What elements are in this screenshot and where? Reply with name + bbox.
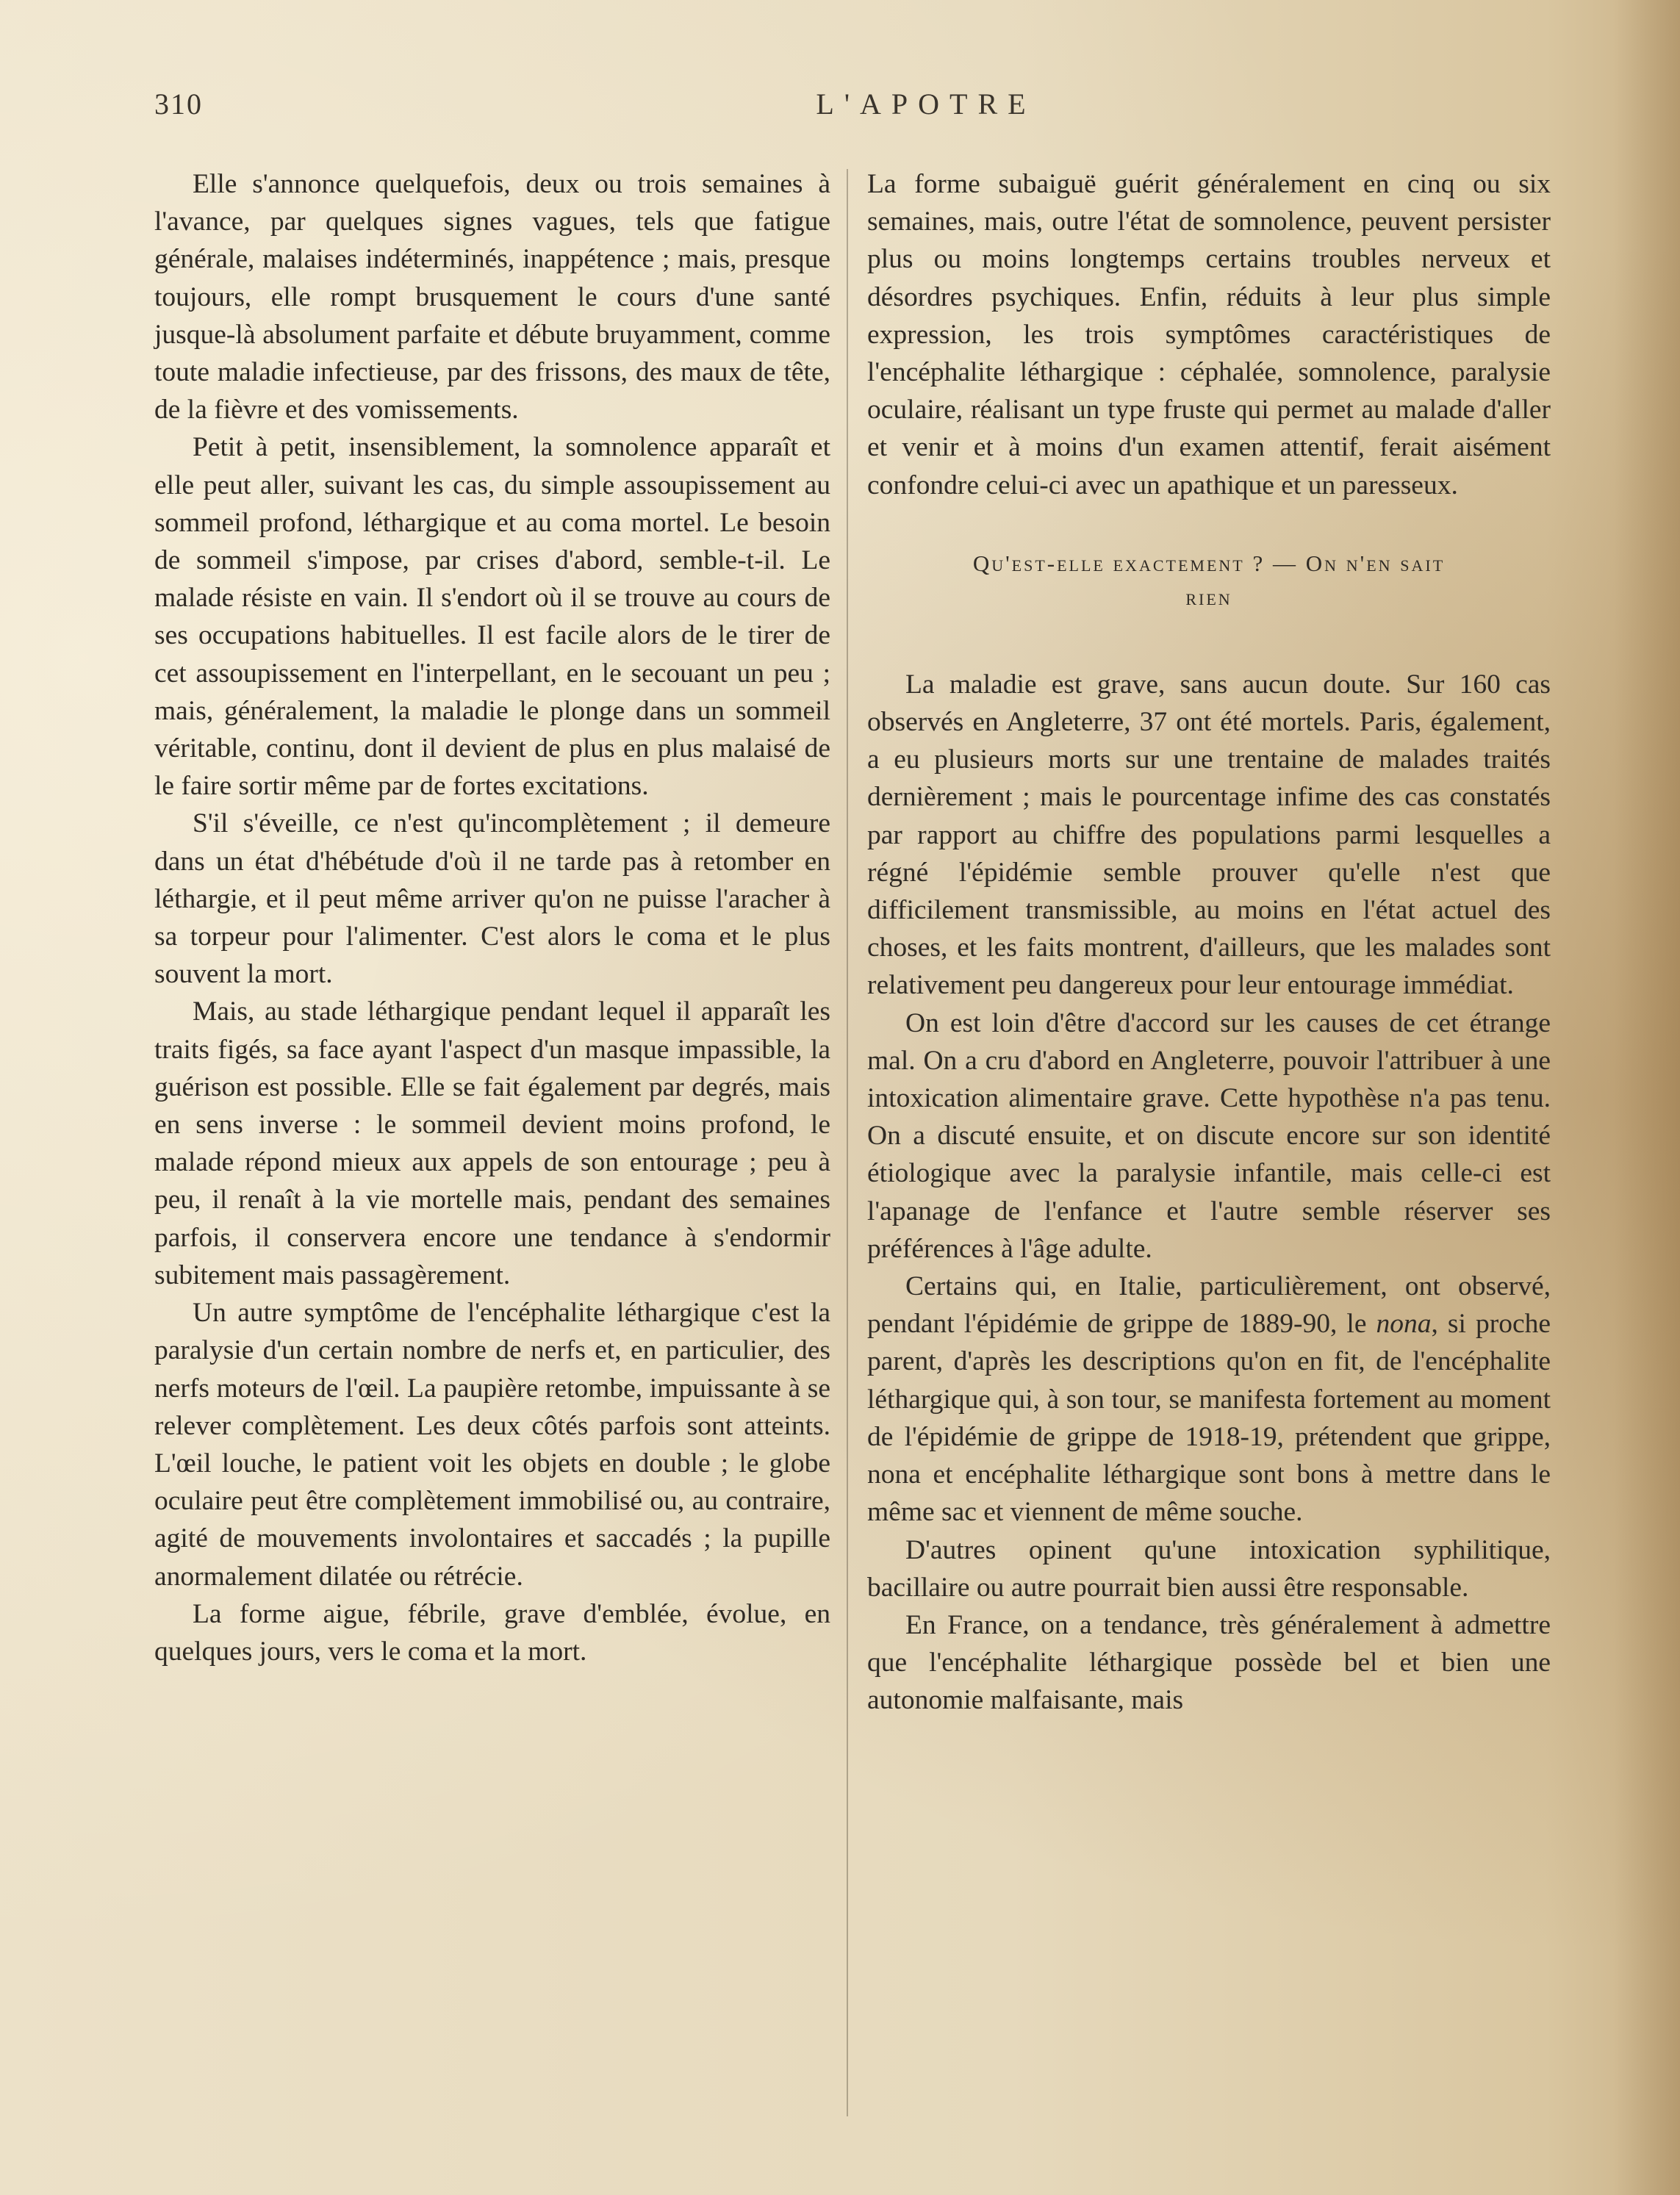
paragraph: La maladie est grave, sans aucun doute. Sur 160 cas observés en Angleterre, 37 ont été mortels. Paris, également, a eu plusieurs morts sur une trentaine de malades traités dernièrement ; mais le pourcentage infime des cas constatés par rapport au chiffre des populations parmi lesquelles a régné l'épidémie semble prouver qu'elle n'est que difficilement transmissible, au moins en l'état actuel des choses, et les faits montrent, d'ailleurs, que les malades sont relativement peu dangereux pour leur entourage immédiat. [867, 669, 1551, 1001]
page-edge-shading [1614, 0, 1680, 2195]
text-run: , si proche parent, d'après les descriptions qu'on en fit, de l'encéphalite léthargique qui, à son tour, se manifesta fortement au moment de l'épidémie de grippe de 1918-19, prétendent que grippe, nona et encéphalite léthargique sont bons à mettre dans le même sac et viennent de même souche. [867, 1309, 1551, 1528]
column-divider [847, 169, 848, 2116]
paragraph: La forme subaiguë guérit généralement en cinq ou six semaines, mais, outre l'état de somnolence, peuvent persister plus ou moins longtemps certains troubles nerveux et désordres psychiques. Enfin, réduits à leur plus simple expression, les trois symptômes caractéristiques de l'encéphalite léthargique : céphalée, somnolence, paralysie oculaire, réalisant un type fruste qui permet au malade d'aller et venir et à moins d'un examen attentif, ferait aisément confondre celui-ci avec un apathique et un paresseux. [867, 169, 1551, 500]
paragraph: Un autre symptôme de l'encéphalite léthargique c'est la paralysie d'un certain nombre de nerfs et, en particulier, des nerfs moteurs de l'œil. La paupière retombe, impuissante à se relever complètement. Les deux côtés parfois sont atteints. L'œil louche, le patient voit les objets en double ; le globe oculaire peut être complètement immobilisé ou, au contraire, agité de mouvements involontaires et saccadés ; la pupille anormalement dilatée ou rétrécie. [154, 1298, 830, 1592]
paragraph: En France, on a tendance, très généralement à admettre que l'encéphalite léthargique possède bel et bien une autonomie malfaisante, mais [867, 1609, 1551, 1716]
page-number: 310 [154, 87, 203, 121]
paragraph: Mais, au stade léthargique pendant lequel il apparaît les traits figés, sa face ayant l'aspect d'un masque impassible, la guérison est possible. Elle se fait également par degrés, mais en sens inverse : le sommeil devient moins profond, le malade répond mieux aux appels de son entourage ; peu à peu, il renaît à la vie mortelle mais, pendant des semaines parfois, il conservera encore une tendance à s'endormir subitement mais passagèrement. [154, 996, 830, 1290]
right-column [867, 165, 1551, 1720]
paragraph: Petit à petit, insensiblement, la somnolence apparaît et elle peut aller, suivant les cas, du simple assoupissement au sommeil profond, léthargique et au coma mortel. Le besoin de sommeil s'impose, par crises d'abord, semble-t-il. Le malade résiste en vain. Il s'endort où il se trouve au cours de ses occupations habituelles. Il est facile alors de le tirer de cet assoupissement en l'interpellant, en le secouant un peu ; mais, généralement, la maladie le plonge dans un sommeil véritable, continu, dont il devient de plus en plus malaisé de le faire sortir même par de fortes excitations. [154, 432, 830, 802]
italic-term: nona [1376, 1309, 1432, 1340]
running-title: L'APOTRE [816, 87, 1036, 121]
running-header [154, 87, 1551, 131]
section-heading-line: rien [1185, 583, 1232, 610]
left-column [154, 165, 830, 1670]
section-spacer [867, 614, 1551, 666]
section-heading-line: Qu'est-elle exactement ? — On n'en sait [972, 550, 1446, 576]
paragraph: On est loin d'être d'accord sur les causes de cet étrange mal. On a cru d'abord en Angleterre, pouvoir l'attribuer à une intoxication alimentaire grave. Cette hypothèse n'a pas tenu. On a discuté ensuite, et on discute encore sur son identité étiologique avec la paralysie infantile, mais celle-ci est l'apanage de l'enfance et l'autre semble réserver ses préférences à l'âge adulte. [867, 1007, 1551, 1264]
section-heading [867, 547, 1551, 614]
paragraph: Elle s'annonce quelquefois, deux ou trois semaines à l'avance, par quelques signes vagues, tels que fatigue générale, malaises indéterminés, inappétence ; mais, presque toujours, elle rompt brusquement le cours d'une santé jusque-là absolument parfaite et débute bruyamment, comme toute maladie infectieuse, par des frissons, des maux de tête, de la fièvre et des vomissements. [154, 169, 830, 425]
paragraph-nona [867, 1268, 1551, 1531]
text-run: Certains qui, en Italie, particulièrement, ont observé, pendant l'épidémie de grippe de 1889-90, le [867, 1271, 1551, 1340]
paragraph: S'il s'éveille, ce n'est qu'incomplètement ; il demeure dans un état d'hébétude d'où il ne tarde pas à retomber en léthargie, et il peut même arriver qu'on ne puisse l'aracher à sa torpeur pour l'alimenter. C'est alors le coma et le plus souvent la mort. [154, 808, 830, 990]
paragraph: D'autres opinent qu'une intoxication syphilitique, bacillaire ou autre pourrait bien aussi être responsable. [867, 1534, 1551, 1603]
paragraph: La forme aigue, fébrile, grave d'emblée, évolue, en quelques jours, vers le coma et la mort. [154, 1598, 830, 1667]
